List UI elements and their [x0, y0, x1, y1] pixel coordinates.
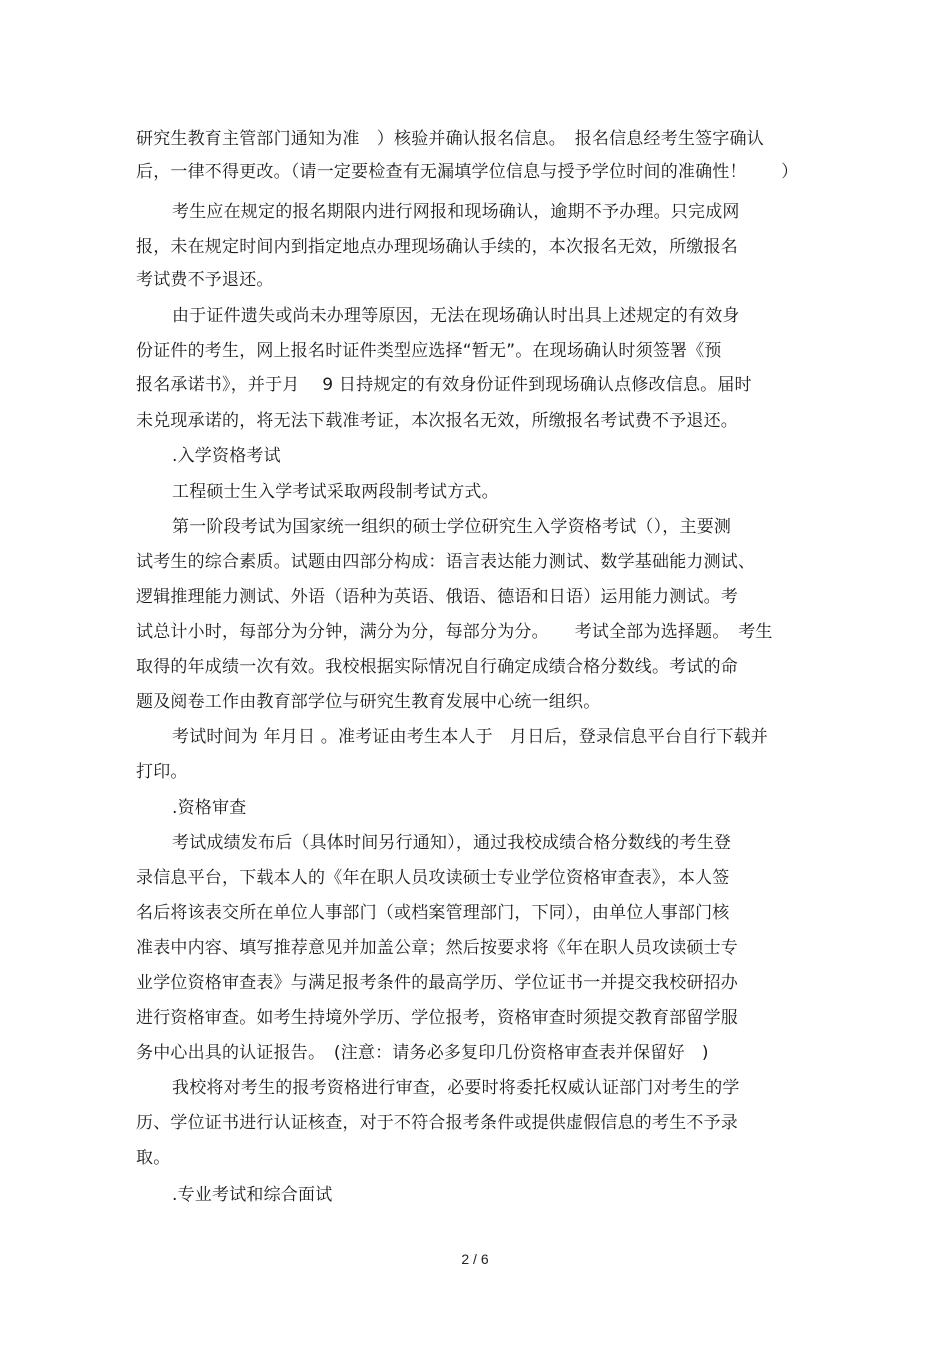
text-line: 取得的年成绩一次有效。我校根据实际情况自行确定成绩合格分数线。考试的命 [136, 657, 738, 677]
text-line: 录信息平台，下载本人的《年在职人员攻读硕士专业学位资格审查表》，本人签 [136, 868, 730, 888]
text-line: 报名承诺书》，并于月 9 日持规定的有效身份证件到现场确认点修改信息。届时 [136, 375, 752, 395]
text-line: 份证件的考生，网上报名时证件类型应选择“暂无”。在现场确认时须签署《预 [136, 341, 722, 361]
text-line: 考试成绩发布后（具体时间另行通知），通过我校成绩合格分数线的考生登 [172, 833, 732, 853]
text-line: 业学位资格审查表》与满足报考条件的最高学历、学位证书一并提交我校研招办 [136, 973, 738, 993]
text-line: 务中心出具的认证报告。 (注意：请务必多复印几份资格审查表并保留好 ) [136, 1043, 709, 1063]
text-line: 进行资格审查。如考生持境外学历、学位报考，资格审查时须提交教育部留学服 [136, 1008, 738, 1028]
text-line: 考生应在规定的报名期限内进行网报和现场确认，逾期不予办理。只完成网 [172, 202, 740, 222]
text-line: 由于证件遗失或尚未办理等原因，无法在现场确认时出具上述规定的有效身 [172, 306, 740, 326]
text-line: 试总计小时，每部分为分钟，满分为分，每部分为分。 考试全部为选择题。 考生 [136, 622, 773, 642]
text-line: 工程硕士生入学考试采取两段制考试方式。 [172, 482, 499, 502]
section-heading: .入学资格考试 [172, 446, 281, 466]
text-line: 取。 [136, 1148, 171, 1168]
text-line: 名后将该表交所在单位人事部门（或档案管理部门，下同），由单位人事部门核 [136, 903, 730, 923]
text-line: 历、学位证书进行认证核查，对于不符合报考条件或提供虚假信息的考生不予录 [136, 1113, 738, 1133]
text-line: 考试时间为 年月日 。准考证由考生本人于 月日后，登录信息平台自行下载并 [172, 727, 769, 747]
text-line: 逻辑推理能力测试、外语（语种为英语、俄语、德语和日语）运用能力测试。考 [136, 587, 738, 607]
page-number: 2 / 6 [461, 1251, 489, 1267]
section-heading: .专业考试和综合面试 [172, 1185, 333, 1205]
text-line: 题及阅卷工作由教育部学位与研究生教育发展中心统一组织。 [136, 692, 601, 712]
text-line: 考试费不予退还。 [136, 270, 274, 290]
text-line: 打印。 [136, 762, 188, 782]
text-line: 研究生教育主管部门通知为准 ）核验并确认报名信息。 报名信息经考生签字确认 [136, 129, 764, 149]
text-line: 试考生的综合素质。试题由四部分构成：语言表达能力测试、数学基础能力测试、 [136, 552, 756, 572]
text-line: 第一阶段考试为国家统一组织的硕士学位研究生入学资格考试（），主要测 [172, 517, 732, 537]
text-line: 后，一律不得更改。（请一定要检查有无漏填学位信息与授予学位时间的准确性！ ） [136, 162, 799, 182]
text-line: 报，未在规定时间内到指定地点办理现场确认手续的，本次报名无效，所缴报名 [136, 237, 738, 257]
text-line: 未兑现承诺的，将无法下载准考证，本次报名无效，所缴报名考试费不予退还。 [136, 411, 738, 431]
section-heading: .资格审查 [172, 798, 247, 818]
text-line: 我校将对考生的报考资格进行审查，必要时将委托权威认证部门对考生的学 [172, 1078, 740, 1098]
text-line: 准表中内容、填写推荐意见并加盖公章；然后按要求将《年在职人员攻读硕士专 [136, 938, 738, 958]
